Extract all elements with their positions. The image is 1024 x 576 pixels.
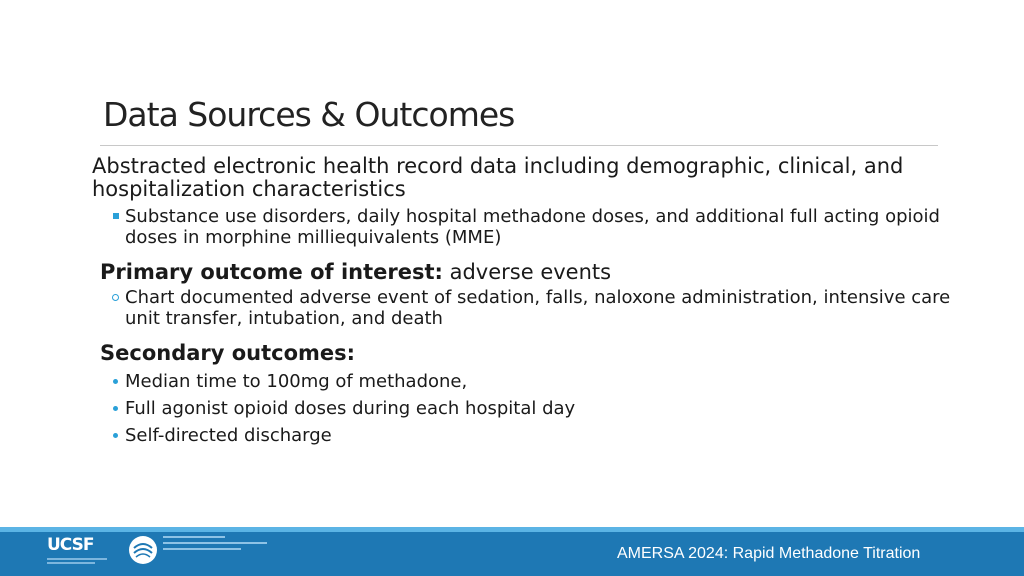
secondary-outcome-2: Full agonist opioid doses during each hospital day: [125, 398, 576, 419]
list-item: [125, 395, 972, 422]
list-item: [125, 422, 972, 449]
footer-bar: [0, 527, 1024, 576]
slide-body: [92, 155, 972, 449]
intro-sub-bullet: [125, 206, 972, 248]
primary-outcome-value: adverse events: [442, 260, 612, 284]
intro-paragraph: Abstracted electronic health record data including demographic, clinical, and hospitalization characteristics: [92, 154, 904, 201]
primary-outcome-detail: [125, 287, 972, 329]
zsfg-logo-icon: [128, 535, 158, 565]
dot-bullet-icon: [113, 433, 118, 438]
secondary-outcome-1: Median time to 100mg of methadone,: [125, 371, 468, 392]
footer-caption: AMERSA 2024: Rapid Methadone Titration: [617, 545, 921, 562]
dot-bullet-icon: [113, 379, 118, 384]
primary-outcome-label: Primary outcome of interest:: [100, 260, 443, 284]
slide-title: Data Sources & Outcomes: [103, 95, 515, 134]
primary-outcome-detail-text: Chart documented adverse event of sedation, falls, naloxone administration, intensive care unit transfer, intubation, and death: [125, 287, 951, 329]
secondary-outcome-3: Self-directed discharge: [125, 425, 332, 446]
zsfg-logo-text: [163, 536, 267, 554]
ucsf-logo-subtitle: [47, 558, 107, 568]
list-item: [125, 368, 972, 395]
dot-bullet-icon: [113, 406, 118, 411]
secondary-outcomes-label: Secondary outcomes:: [100, 341, 356, 365]
circle-bullet-icon: [112, 294, 119, 301]
secondary-outcomes-heading: [100, 341, 972, 365]
primary-outcome-heading: [100, 260, 972, 284]
title-divider: [100, 145, 938, 146]
intro-sub-text: Substance use disorders, daily hospital methadone doses, and additional full acting opioid doses in morphine milliequivalents (MME): [125, 206, 940, 248]
ucsf-logo: UCSF: [47, 535, 94, 555]
square-bullet-icon: [113, 213, 119, 219]
